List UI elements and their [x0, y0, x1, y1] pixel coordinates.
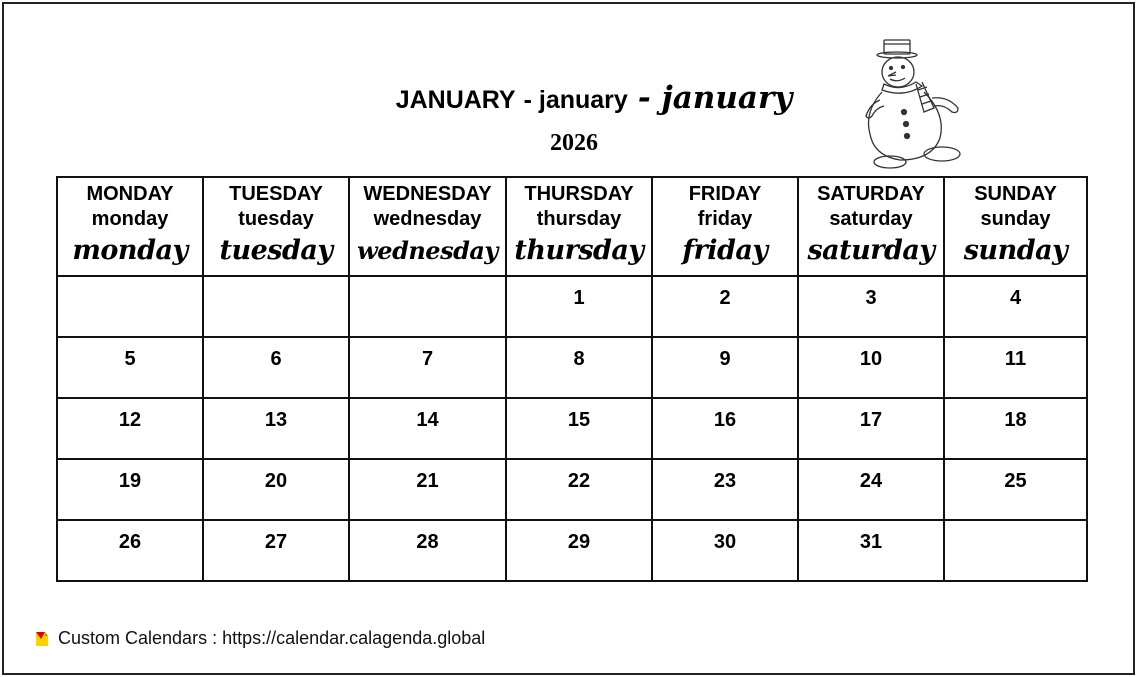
day-number: 18 [1004, 409, 1027, 431]
day-cell [349, 459, 506, 520]
day-cell [944, 520, 1087, 581]
week-row [57, 459, 1087, 520]
weekday-upper: THURSDAY [524, 183, 634, 205]
weekday-header-monday [57, 177, 203, 276]
day-cell [798, 520, 944, 581]
weekday-upper: SUNDAY [974, 183, 1057, 205]
day-number: 6 [270, 348, 282, 370]
footer [34, 628, 485, 649]
day-number: 31 [859, 531, 883, 553]
day-cell [349, 398, 506, 459]
day-cell [57, 337, 203, 398]
day-cell [57, 459, 203, 520]
title-month-upper: JANUARY [395, 86, 516, 114]
day-number: 23 [713, 470, 737, 492]
day-number: 2 [719, 287, 731, 309]
day-cell [203, 337, 349, 398]
day-cell [652, 337, 798, 398]
weekday-lower: friday [697, 208, 753, 230]
day-cell [506, 337, 652, 398]
day-number: 8 [573, 348, 585, 370]
day-cell [57, 398, 203, 459]
day-cell [349, 337, 506, 398]
weekday-upper: MONDAY [86, 183, 174, 205]
footer-link[interactable]: Custom Calendars : https://calendar.calagenda.global [58, 628, 486, 648]
weekday-lower: saturday [829, 208, 913, 230]
day-cell [798, 337, 944, 398]
day-cell [57, 276, 203, 337]
day-cell [349, 276, 506, 337]
day-number: 24 [859, 470, 883, 492]
day-number: 22 [567, 470, 591, 492]
day-cell [652, 459, 798, 520]
weekday-lower: sunday [980, 208, 1051, 230]
day-cell [944, 337, 1087, 398]
weekday-script: wednesday [357, 236, 498, 265]
weekday-lower: wednesday [373, 208, 482, 230]
weekday-lower: tuesday [238, 208, 314, 230]
day-number: 26 [118, 531, 142, 553]
day-number: 20 [264, 470, 288, 492]
day-cell [506, 520, 652, 581]
day-cell [944, 398, 1087, 459]
snowman-icon [860, 34, 970, 174]
weekday-script: friday [682, 235, 768, 266]
day-cell [944, 276, 1087, 337]
weekday-header-tuesday [203, 177, 349, 276]
day-cell [506, 398, 652, 459]
weekday-lower: thursday [536, 208, 622, 230]
day-cell [798, 459, 944, 520]
day-number: 15 [567, 409, 591, 431]
day-number: 12 [118, 409, 142, 431]
day-number: 25 [1004, 470, 1027, 492]
day-cell [652, 276, 798, 337]
day-number: 3 [865, 287, 877, 309]
weekday-header-wednesday [349, 177, 506, 276]
day-cell [349, 520, 506, 581]
day-number: 9 [719, 348, 731, 370]
day-number: 21 [416, 470, 439, 492]
day-number: 7 [421, 348, 434, 370]
weekday-script: sunday [963, 235, 1068, 266]
weekday-header-thursday [506, 177, 652, 276]
title-month-lower: - january [523, 86, 628, 114]
day-cell [203, 398, 349, 459]
page-title [364, 80, 824, 124]
day-cell [203, 459, 349, 520]
weekday-upper: SATURDAY [817, 183, 925, 205]
day-cell [57, 520, 203, 581]
week-row [57, 276, 1087, 337]
day-cell [203, 520, 349, 581]
calendar-grid [56, 176, 1088, 582]
day-number: 27 [264, 531, 288, 553]
day-number: 4 [1009, 287, 1022, 309]
day-number: 10 [859, 348, 883, 370]
weekday-upper: WEDNESDAY [363, 183, 492, 205]
day-cell [506, 459, 652, 520]
day-cell [652, 398, 798, 459]
day-number: 16 [713, 409, 737, 431]
calagenda-logo-icon [34, 631, 50, 647]
weekday-upper: FRIDAY [688, 183, 762, 205]
day-number: 19 [118, 470, 142, 492]
day-number: 29 [567, 531, 591, 553]
weekday-header-sunday [944, 177, 1087, 276]
day-cell [203, 276, 349, 337]
weekday-script: tuesday [219, 235, 333, 266]
day-number: 13 [264, 409, 288, 431]
week-row [57, 337, 1087, 398]
weekday-header-saturday [798, 177, 944, 276]
weekday-script: monday [72, 235, 188, 266]
day-number: 1 [573, 287, 585, 309]
year-label: 2026 [550, 130, 598, 156]
day-number: 14 [416, 409, 439, 431]
day-cell [652, 520, 798, 581]
weekday-lower: monday [91, 208, 169, 230]
weekday-upper: TUESDAY [229, 183, 323, 205]
day-cell [798, 276, 944, 337]
week-row [57, 520, 1087, 581]
day-number: 11 [1004, 348, 1027, 370]
title-month-script: - january [637, 80, 793, 116]
day-number: 17 [859, 409, 883, 431]
weekday-script: saturday [807, 235, 935, 266]
weekday-script: thursday [514, 235, 644, 266]
calendar-page [2, 2, 1135, 675]
weekday-header-friday [652, 177, 798, 276]
weekday-header-row [57, 177, 1087, 276]
day-number: 30 [713, 531, 737, 553]
day-number: 5 [124, 348, 136, 370]
week-row [57, 398, 1087, 459]
day-cell [944, 459, 1087, 520]
day-cell [798, 398, 944, 459]
day-cell [506, 276, 652, 337]
day-number: 28 [416, 531, 439, 553]
